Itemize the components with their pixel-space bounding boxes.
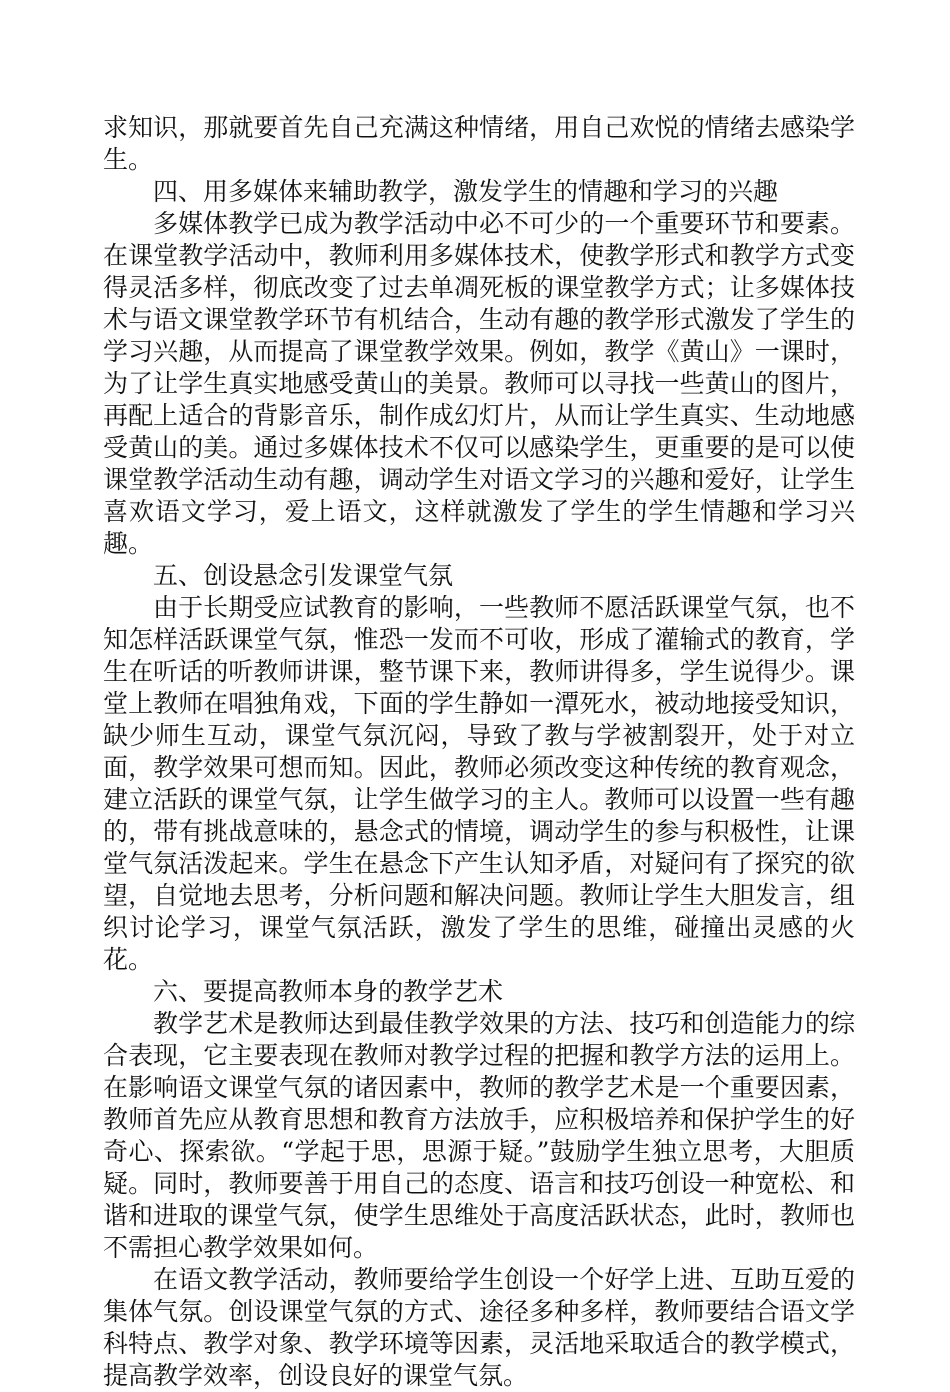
paragraph: 由于长期受应试教育的影响，一些教师不愿活跃课堂气氛，也不知怎样活跃课堂气氛，惟恐一发而不可收，形成了灌输式的教育，学生在听话的听教师讲课，整节课下来，教师讲得多，学生说得少。课堂上教师在唱独角戏，下面的学生静如一潭死水，被动地接受知识，缺少师生互动，课堂气氛沉闷，导致了教与学被割裂开，处于对立面，教学效果可想而知。因此，教师必须改变这种传统的教育观念，建立活跃的课堂气氛，让学生做学习的主人。教师可以设置一些有趣的，带有挑战意味的，悬念式的情境，调动学生的参与积极性，让课堂气氛活泼起来。学生在悬念下产生认知矛盾，对疑问有了探究的欲望，自觉地去思考，分析问题和解决问题。教师让学生大胆发言，组织讨论学习，课堂气氛活跃，激发了学生的思维，碰撞出灵感的火花。 (103, 593, 855, 974)
section-heading-5: 五、创设悬念引发课堂气氛 (153, 561, 454, 590)
section-heading-4: 四、用多媒体来辅助教学，激发学生的情趣和学习的兴趣 (153, 177, 779, 206)
document-page (103, 112, 855, 1392)
paragraph: 教学艺术是教师达到最佳教学效果的方法、技巧和创造能力的综合表现，它主要表现在教师对教学过程的把握和教学方法的运用上。在影响语文课堂气氛的诸因素中，教师的教学艺术是一个重要因素，教师首先应从教育思想和教育方法放手，应积极培养和保护学生的好奇心、探索欲。“学起于思，思源于疑。”鼓励学生独立思考，大胆质疑。同时，教师要善于用自己的态度、语言和技巧创设一种宽松、和谐和进取的课堂气氛，使学生思维处于高度活跃状态，此时，教师也不需担心教学效果如何。 (103, 1009, 855, 1262)
paragraph-continued: 求知识，那就要首先自己充满这种情绪，用自己欢悦的情绪去感染学生。 (103, 113, 855, 174)
paragraph: 在语文教学活动，教师要给学生创设一个好学上进、互助互爱的集体气氛。创设课堂气氛的方式、途径多种多样，教师要结合语文学科特点、教学对象、教学环境等因素，灵活地采取适合的教学模式，提高教学效率，创设良好的课堂气氛。 (103, 1265, 855, 1390)
paragraph: 多媒体教学已成为教学活动中必不可少的一个重要环节和要素。在课堂教学活动中，教师利用多媒体技术，使教学形式和教学方式变得灵活多样，彻底改变了过去单凋死板的课堂教学方式；让多媒体技术与语文课堂教学环节有机结合，生动有趣的教学形式激发了学生的学习兴趣，从而提高了课堂教学效果。例如，教学《黄山》一课时，为了让学生真实地感受黄山的美景。教师可以寻找一些黄山的图片，再配上适合的背影音乐，制作成幻灯片，从而让学生真实、生动地感受黄山的美。通过多媒体技术不仅可以感染学生，更重要的是可以使课堂教学活动生动有趣，调动学生对语文学习的兴趣和爱好，让学生喜欢语文学习，爱上语文，这样就激发了学生的学生情趣和学习兴趣。 (103, 209, 855, 558)
section-heading-6: 六、要提高教师本身的教学艺术 (153, 977, 504, 1006)
